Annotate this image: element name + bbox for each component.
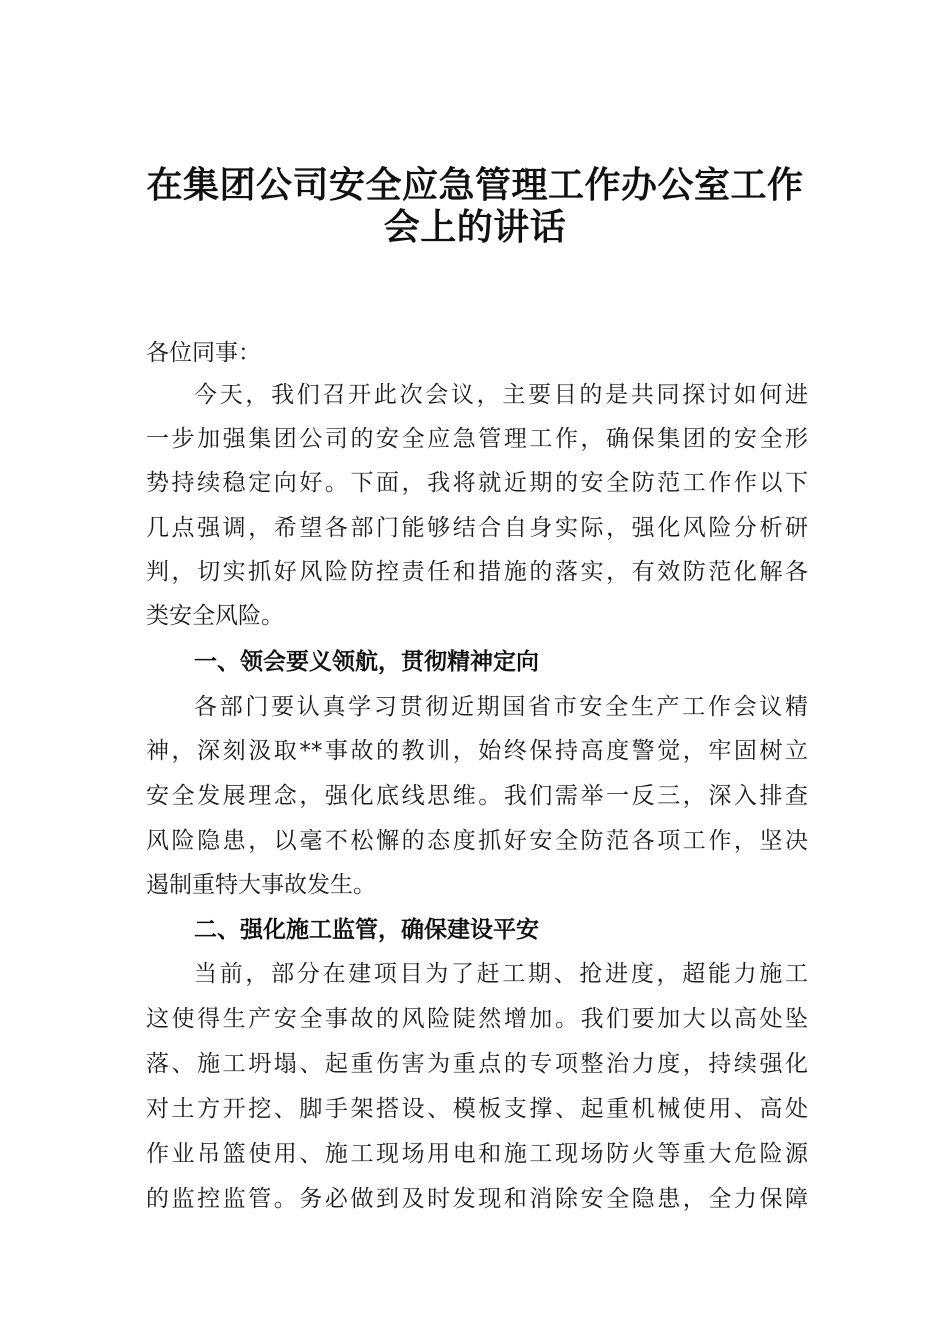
intro-line-6: 类安全风险。 (146, 603, 284, 629)
intro-line-5: 判，切实抓好风险防控责任和措施的落实，有效防范化解各 (146, 559, 808, 585)
section-2-line-3: 落、施工坍塌、起重伤害为重点的专项整治力度，持续强化 (146, 1051, 808, 1077)
section-2-line-2: 这使得生产安全事故的风险陡然增加。我们要加大以高处坠 (146, 1006, 808, 1032)
section-2-heading: 二、强化施工监管，确保建设平安 (194, 917, 539, 943)
intro-line-3: 势持续稳定向好。下面，我将就近期的安全防范工作作以下 (146, 470, 808, 496)
section-2-line-1: 当前，部分在建项目为了赶工期、抢进度，超能力施工 (194, 961, 808, 987)
document-title-line-2: 会上的讲话 (383, 206, 567, 248)
section-1-line-1: 各部门要认真学习贯彻近期国省市安全生产工作会议精 (194, 694, 808, 720)
intro-line-4: 几点强调，希望各部门能够结合自身实际，强化风险分析研 (146, 515, 808, 541)
document-title-line-1: 在集团公司安全应急管理工作办公室工作 (146, 164, 804, 206)
section-2-line-6: 的监控监管。务必做到及时发现和消除安全隐患，全力保障 (146, 1186, 808, 1212)
section-2-line-4: 对土方开挖、脚手架搭设、模板支撑、起重机械使用、高处 (146, 1096, 808, 1122)
section-1-heading: 一、领会要义领航，贯彻精神定向 (194, 649, 539, 675)
section-1-line-3: 安全发展理念，强化底线思维。我们需举一反三，深入排查 (146, 783, 808, 809)
intro-line-1: 今天，我们召开此次会议，主要目的是共同探讨如何进 (194, 382, 808, 408)
salutation: 各位同事： (146, 340, 261, 366)
section-1-line-5: 遏制重特大事故发生。 (146, 872, 376, 898)
section-1-line-2: 神，深刻汲取**事故的教训，始终保持高度警觉，牢固树立 (146, 738, 808, 764)
intro-line-2: 一步加强集团公司的安全应急管理工作，确保集团的安全形 (146, 426, 808, 452)
section-1-line-4: 风险隐患，以毫不松懈的态度抓好安全防范各项工作，坚决 (146, 828, 808, 854)
section-2-line-5: 作业吊篮使用、施工现场用电和施工现场防火等重大危险源 (146, 1141, 808, 1167)
